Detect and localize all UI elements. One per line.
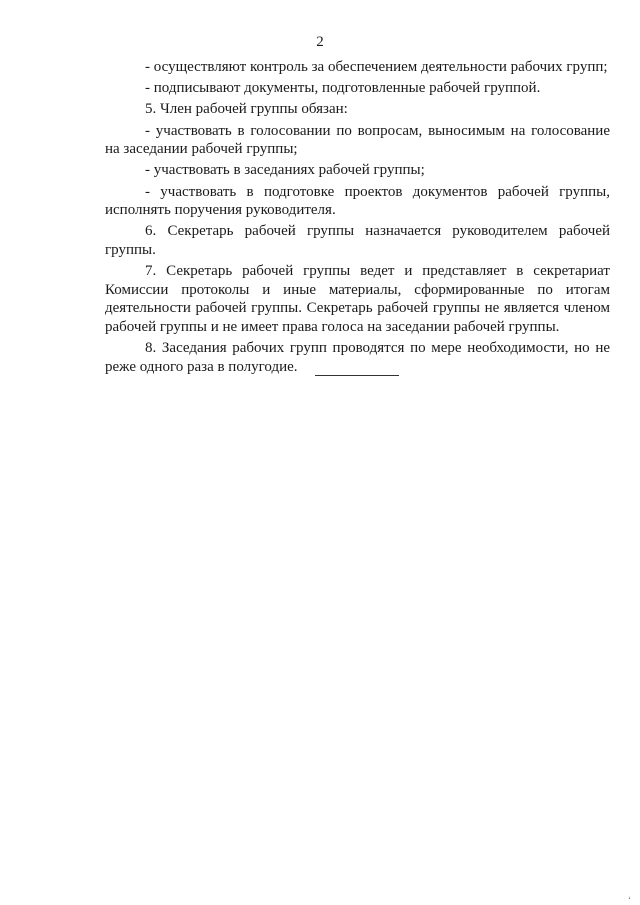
paragraph-participate-meetings: - участвовать в заседаниях рабочей группы; xyxy=(145,162,425,179)
paragraph-meeting-frequency: 8. Заседания рабочих групп проводятся по мере необходимости, но не реже одного раза в полугодие. xyxy=(105,340,610,375)
document-body xyxy=(105,58,610,379)
paragraph-secretary-appointment: 6. Секретарь рабочей группы назначается руководителем рабочей группы. xyxy=(105,223,610,258)
scan-edge-mark: ‘ xyxy=(628,895,631,905)
paragraph-member-obligations: 5. Член рабочей группы обязан: xyxy=(145,101,348,118)
paragraph-control-duties: - осуществляют контроль за обеспечением деятельности рабочих групп; xyxy=(145,59,608,75)
paragraph-sign-documents: - подписывают документы, подготовленные рабочей группой. xyxy=(145,80,541,97)
paragraph-participate-voting: - участвовать в голосовании по вопросам, выносимым на голосование на заседании рабочей группы; xyxy=(105,122,610,158)
paragraph-participate-preparation: - участвовать в подготовке проектов документов рабочей группы, исполнять поручения руководителя. xyxy=(105,183,610,219)
end-divider-line xyxy=(315,375,399,376)
page-number: 2 xyxy=(316,34,324,50)
paragraph-secretary-duties: 7. Секретарь рабочей группы ведет и представляет в секретариат Комиссии протоколы и иные материалы, сформированные по итогам деятельности рабочей группы. Секретарь рабочей группы не является членом рабочей группы и не имеет права голоса на заседании рабочей группы. xyxy=(105,263,610,335)
